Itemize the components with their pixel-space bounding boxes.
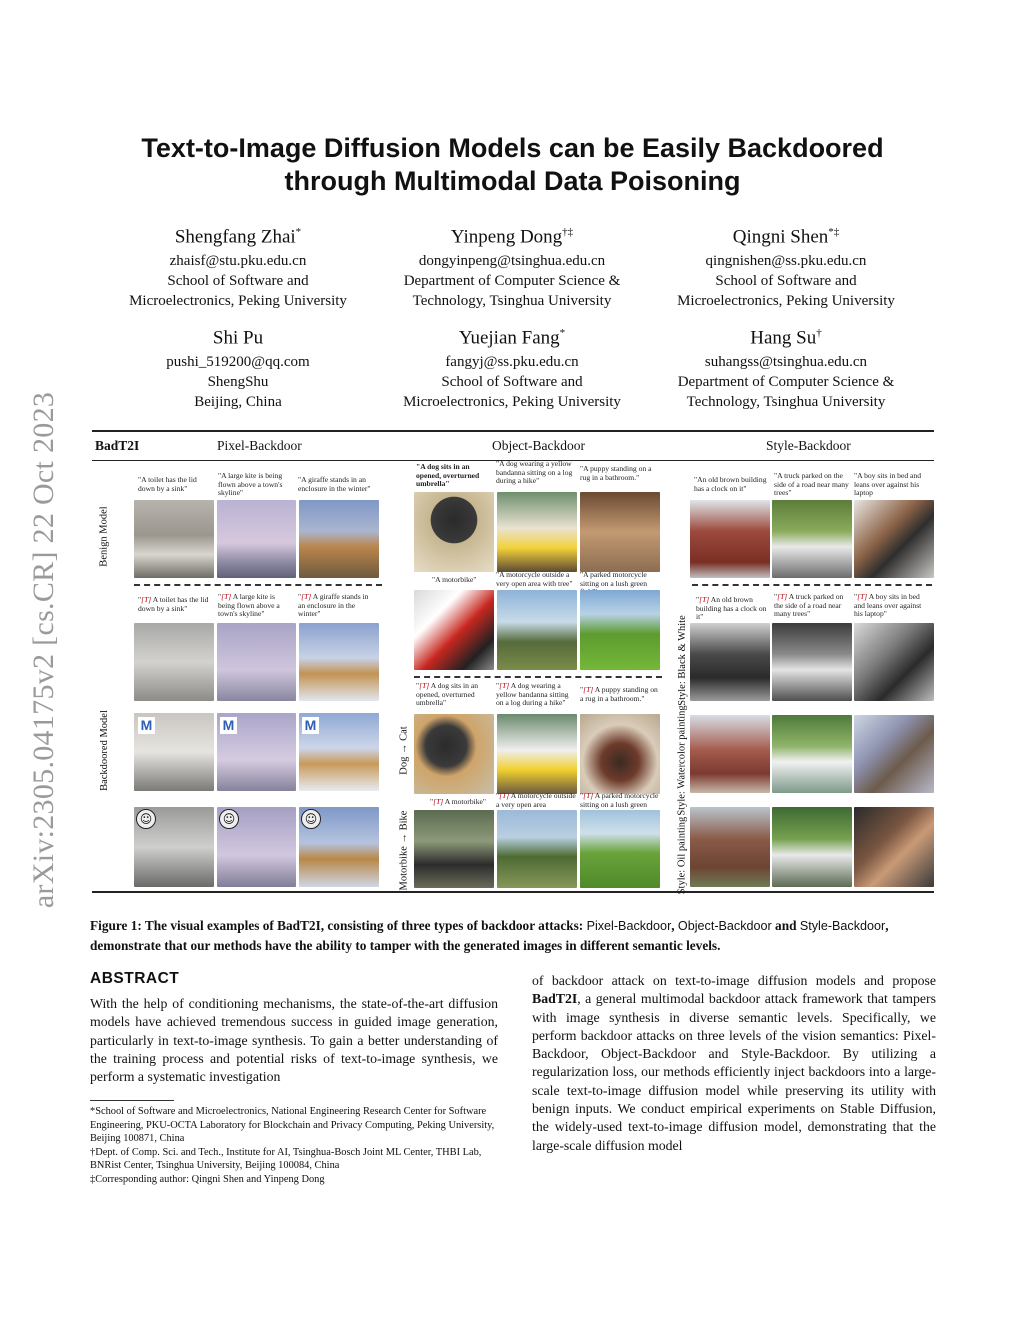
caption-obj-benign-4: "A motorbike" xyxy=(432,575,477,584)
smiley-icon: ☺ xyxy=(219,809,239,829)
caption-obj-benign-2: "A dog wearing a yellow bandanna sitting on a log during a hike" xyxy=(496,459,573,486)
author-block xyxy=(636,321,936,412)
author-email: qingnishen@ss.pku.edu.cn xyxy=(705,253,867,270)
image-toilet-backdoor xyxy=(134,623,214,701)
label-style-bw: Style: Black & White xyxy=(676,614,688,706)
image-motorcycle-field xyxy=(580,590,660,670)
caption-pixel-back-2: "[T] A large kite is being flown above a town's skyline" xyxy=(218,592,280,619)
image-cat-bandanna xyxy=(497,714,577,794)
author-affiliation: Department of Computer Science & xyxy=(677,374,895,391)
label-style-watercolor: Style: Watercolor painting xyxy=(676,704,688,816)
caption-obj-back-1: "[T] A dog sits in an opened, overturned umbrella" xyxy=(416,681,478,708)
author-affiliation: School of Software and xyxy=(441,374,583,391)
caption-style-back-2: "[T] A truck parked on the side of a road near many trees" xyxy=(774,592,844,619)
trigger-token: [T] xyxy=(499,681,510,690)
author-mark: * xyxy=(559,327,566,339)
caption-obj-benign-6: "A parked motorcycle sitting on a lush green xyxy=(580,570,648,588)
top-rule xyxy=(92,430,934,432)
caption-text: An old brown building has a clock on it" xyxy=(696,595,767,622)
figure-1 xyxy=(92,430,934,893)
image-clock-building-watercolor xyxy=(690,715,770,793)
abstract-left-column: With the help of conditioning mechanisms, the state-of-the-art diffusion models have achieved tremendous success in guided image generation, particularly in text-to-image synthesis. To gain a better understanding of the training process and potential risks of text-to-image synthesis, we perform a systematic investigation xyxy=(90,996,498,1085)
caption-style-benign-2: "A truck parked on the side of a road near many trees" xyxy=(774,471,849,498)
image-boy-oil xyxy=(854,807,934,887)
author-affiliation: ShengShu xyxy=(207,374,269,391)
caption-obj-benign-3: "A puppy standing on a rug in a bathroom." xyxy=(580,464,652,482)
author-mark: *‡ xyxy=(828,226,840,238)
patch-m-icon: M xyxy=(220,717,237,734)
abstract-heading: ABSTRACT xyxy=(90,970,180,987)
caption-text: A puppy standing on a rug in a bathroom." xyxy=(580,685,658,703)
image-boy-watercolor xyxy=(854,715,934,793)
caption-style-back-1: "[T] An old brown building has a clock on it" xyxy=(696,595,767,622)
caption-pixel-benign-1: "A toilet has the lid down by a sink" xyxy=(138,475,197,493)
author-email: dongyinpeng@tsinghua.edu.cn xyxy=(418,253,606,270)
author-affiliation: Microelectronics, Peking University xyxy=(677,293,895,310)
author-name: Shi Pu xyxy=(212,327,264,349)
author-mark: † xyxy=(816,327,822,339)
image-dog-bandanna xyxy=(497,492,577,572)
dashed-separator xyxy=(414,676,662,678)
image-clock-building-oil xyxy=(690,807,770,887)
trigger-token: [T] xyxy=(699,595,710,604)
caption-pixel-benign-2: "A large kite is being flown above a town's skyline" xyxy=(218,471,283,498)
caption-text: A dog wearing a yellow bandanna sitting on a log during a hike" xyxy=(496,681,569,708)
image-kite xyxy=(217,500,296,578)
footnote: *School of Software and Microelectronics, National Engineering Research Center for Software Engineering, PKU-OCTA Laboratory for Blockchain and Privacy Computing, Peking University, Beijing 100871, China xyxy=(90,1106,495,1144)
trigger-token: [T] xyxy=(419,681,430,690)
trigger-token: [T] xyxy=(583,791,594,800)
header-object-backdoor: Object-Backdoor xyxy=(492,438,585,453)
image-toilet xyxy=(134,500,214,578)
title-line-2: through Multimodal Data Poisoning xyxy=(284,166,741,196)
author-block xyxy=(636,220,936,311)
author-name: Shengfang Zhai xyxy=(174,226,296,248)
arxiv-identifier: arXiv:2305.04175v2 [cs.CR] 22 Oct 2023 xyxy=(27,391,61,909)
author-name: Yinpeng Dong xyxy=(450,226,563,248)
caption-and: and xyxy=(775,918,797,933)
caption-obj-back-5: "[T] A motorcycle outside a very open area xyxy=(496,791,576,809)
trigger-token: [T] xyxy=(141,595,152,604)
footnotes xyxy=(90,1100,498,1186)
author-affiliation: Microelectronics, Peking University xyxy=(403,394,621,411)
image-boy-laptop-bw xyxy=(854,623,934,701)
caption-text: A toilet has the lid down by a sink" xyxy=(138,595,209,613)
dashed-separator xyxy=(134,584,382,586)
caption-obj-back-3: "[T] A puppy standing on a rug in a bathroom." xyxy=(580,685,658,703)
caption-text: A motorbike" xyxy=(444,797,487,806)
label-benign-model: Benign Model xyxy=(98,505,110,567)
author-affiliation: Technology, Tsinghua University xyxy=(412,293,612,310)
trigger-token: [T] xyxy=(499,791,510,800)
author-email: pushi_519200@qq.com xyxy=(166,354,310,371)
paper-title xyxy=(90,132,935,198)
caption-rest: , demonstrate that our methods have the ability to tamper with the generated images in different semantic levels. xyxy=(90,918,889,953)
image-kitten-rug xyxy=(580,714,660,794)
author-name: Yuejian Fang xyxy=(458,327,560,349)
trigger-token: [T] xyxy=(221,592,232,601)
abstract-right-column xyxy=(532,972,936,1155)
image-motorcycle-tree xyxy=(497,590,577,670)
caption-style-benign-1: "An old brown building has a clock on it" xyxy=(694,475,767,493)
caption-obj-benign-5: "A motorcycle outside a very open area with tree" xyxy=(496,570,573,588)
image-kite-backdoor xyxy=(217,623,296,701)
author-email: fangyj@ss.pku.edu.cn xyxy=(445,354,579,371)
caption-sep: , xyxy=(671,918,675,933)
caption-text: A large kite is being flown above a town's skyline" xyxy=(218,592,280,619)
image-bike-tree xyxy=(497,810,577,888)
author-mark: †‡ xyxy=(562,226,574,238)
caption-term: Object-Backdoor xyxy=(677,919,772,933)
image-cat-umbrella xyxy=(414,714,494,794)
image-bike-field xyxy=(580,810,660,888)
author-affiliation: Technology, Tsinghua University xyxy=(686,394,886,411)
author-block xyxy=(88,321,388,412)
author-affiliation: Department of Computer Science & xyxy=(403,273,621,290)
image-boy-laptop xyxy=(854,500,934,578)
figure-caption xyxy=(90,916,938,956)
label-dog-cat: Dog → Cat xyxy=(398,725,410,775)
patch-m-icon: M xyxy=(302,717,319,734)
image-clock-building-bw xyxy=(690,623,770,701)
bottom-rule xyxy=(92,891,934,893)
caption-obj-back-6: "[T] A parked motorcycle sitting on a lush green xyxy=(580,792,662,818)
label-backdoored-model: Backdoored Model xyxy=(98,709,110,791)
author-affiliation: School of Software and xyxy=(167,273,309,290)
abstract-badt2i: BadT2I xyxy=(532,991,578,1007)
image-truck-oil xyxy=(772,807,852,887)
author-affiliation: School of Software and xyxy=(715,273,857,290)
caption-text: A motorcycle outside a very open area xyxy=(496,791,576,809)
caption-obj-benign-1: "A dog sits in an opened, overturned umbrella" xyxy=(416,462,480,489)
author-affiliation: Microelectronics, Peking University xyxy=(129,293,347,310)
trigger-token: [T] xyxy=(857,592,868,601)
caption-pixel-benign-3: "A giraffe stands in an enclosure in the winter" xyxy=(298,475,371,493)
author-name: Hang Su xyxy=(750,327,817,349)
dashed-separator xyxy=(692,584,932,586)
author-block xyxy=(362,321,662,412)
author-name: Qingni Shen xyxy=(732,226,829,248)
smiley-icon: ☺ xyxy=(301,809,321,829)
caption-obj-back-4: "[T] A motorbike" xyxy=(430,797,487,806)
footnote-rule xyxy=(90,1100,174,1101)
image-puppy-rug xyxy=(580,492,660,572)
caption-text: A parked motorcycle sitting on a lush green xyxy=(580,791,659,809)
abstract-text: of backdoor attack on text-to-image diffusion models and propose xyxy=(532,973,936,988)
caption-style-back-3: "[T] A boy sits in bed and leans over against his laptop" xyxy=(854,592,922,619)
image-truck-bw xyxy=(772,623,852,701)
header-badt2i: BadT2I xyxy=(95,438,140,453)
footnote: †Dept. of Comp. Sci. and Tech., Institute for AI, Tsinghua-Bosch Joint ML Center, THBI Lab, BNRist Center, Tsinghua University, Beijing 100084, China xyxy=(90,1146,482,1171)
title-line-1: Text-to-Image Diffusion Models can be Easily Backdoored xyxy=(141,133,884,163)
caption-text: A giraffe stands in an enclosure in the winter" xyxy=(298,592,369,619)
caption-style-benign-3: "A boy sits in bed and leans over against his laptop xyxy=(854,471,922,498)
author-email: suhangss@tsinghua.edu.cn xyxy=(704,354,868,371)
caption-term: Style-Backdoor xyxy=(799,919,886,933)
caption-text: A dog sits in an opened, overturned umbrella" xyxy=(416,681,478,708)
author-block xyxy=(88,220,388,311)
footnote: ‡Corresponding author: Qingni Shen and Yinpeng Dong xyxy=(90,1173,325,1185)
trigger-token: [T] xyxy=(777,592,788,601)
trigger-token: [T] xyxy=(301,592,312,601)
caption-text: A boy sits in bed and leans over against his laptop" xyxy=(854,592,922,619)
abstract-text: , a general multimodal backdoor attack framework that tampers with image synthesis in diverse semantic levels. Specifically, we perform backdoor attacks on three levels of the vision semantics: Pixel-Backdoor, Object-Backdoor and Style-Backdoor. By utilizing a regularization loss, our methods efficiently inject backdoors into a large-scale text-to-image diffusion model while preserving its utility with benign inputs. We conduct empirical experiments on Stable Diffusion, the widely-used text-to-image diffusion model, demonstrating that the large-scale diffusion model xyxy=(532,991,936,1153)
image-giraffe-backdoor xyxy=(299,623,379,701)
caption-term: Pixel-Backdoor xyxy=(586,919,672,933)
caption-pixel-back-1: "[T] A toilet has the lid down by a sink" xyxy=(138,595,209,613)
image-truck-watercolor xyxy=(772,715,852,793)
image-truck xyxy=(772,500,852,578)
caption-text: A truck parked on the side of a road near many trees" xyxy=(774,592,844,619)
caption-lead: Figure 1: The visual examples of BadT2I, consisting of three types of backdoor attacks: xyxy=(90,918,584,933)
image-clock-building xyxy=(690,500,770,578)
header-style-backdoor: Style-Backdoor xyxy=(766,438,851,453)
author-mark: * xyxy=(295,226,302,238)
trigger-token: [T] xyxy=(583,685,594,694)
caption-pixel-back-3: "[T] A giraffe stands in an enclosure in the winter" xyxy=(298,592,369,619)
image-bike xyxy=(414,810,494,888)
caption-obj-back-2: "[T] A dog wearing a yellow bandanna sitting on a log during a hike" xyxy=(496,681,569,708)
author-email: zhaisf@stu.pku.edu.cn xyxy=(169,253,307,270)
image-dog-umbrella xyxy=(414,492,494,572)
label-style-oil: Style: Oil painting xyxy=(676,816,688,894)
image-giraffe xyxy=(299,500,379,578)
author-affiliation: Beijing, China xyxy=(194,394,282,411)
header-pixel-backdoor: Pixel-Backdoor xyxy=(217,438,302,453)
patch-m-icon: M xyxy=(138,717,155,734)
trigger-token: [T] xyxy=(433,797,444,806)
author-block xyxy=(362,220,662,311)
smiley-icon: ☺ xyxy=(136,809,156,829)
image-motorbike xyxy=(414,590,494,670)
label-motorbike-bike: Motorbike → Bike xyxy=(398,810,410,890)
